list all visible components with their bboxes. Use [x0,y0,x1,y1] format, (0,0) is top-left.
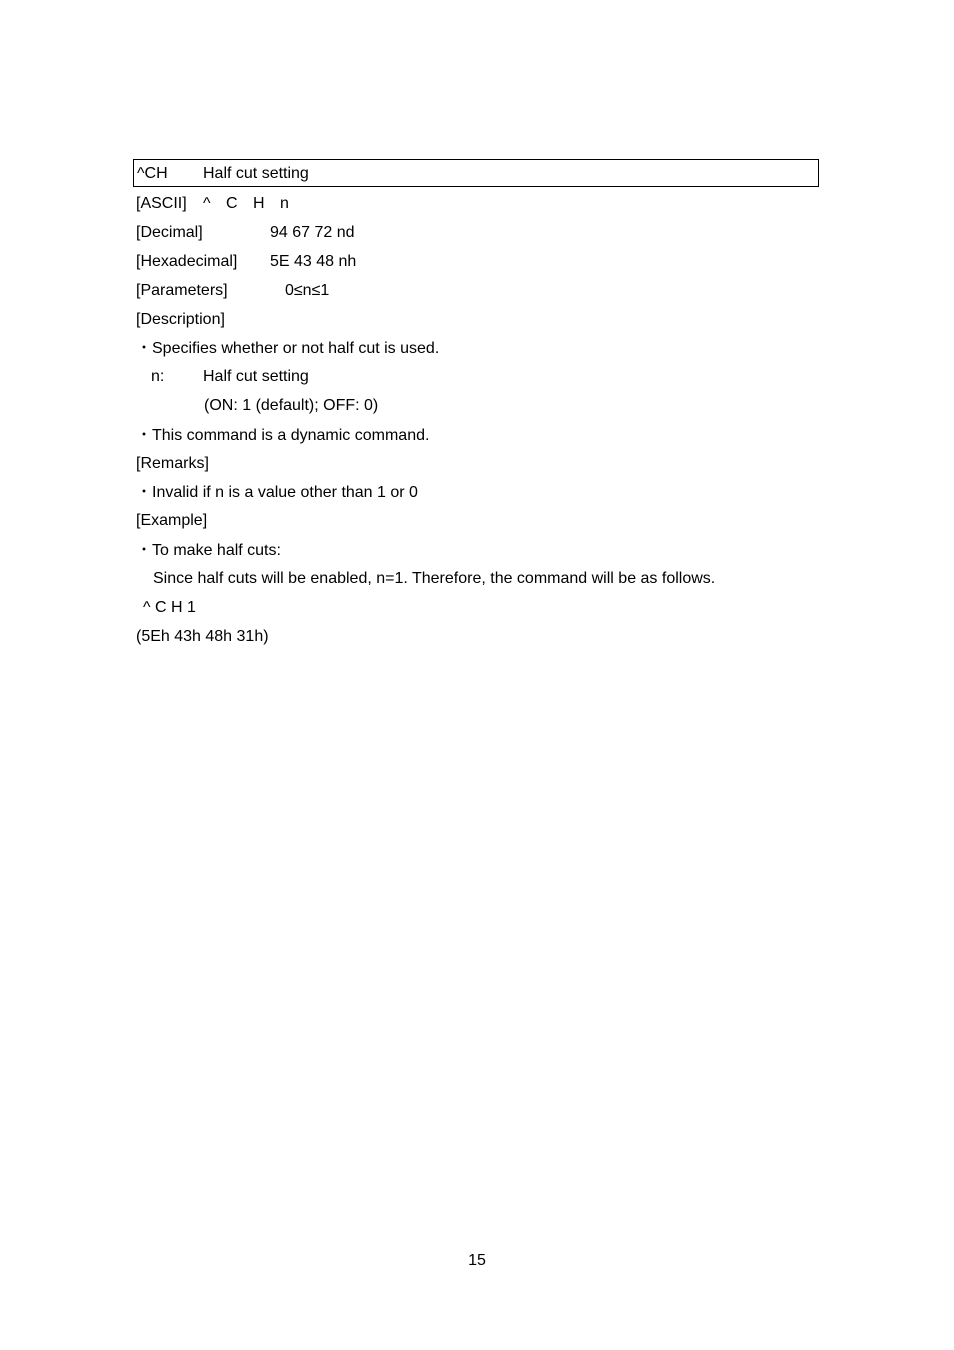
ascii-symbol-h: H [253,195,265,212]
description-bullet-1: ・Specifies whether or not half cut is used. [136,340,440,357]
description-label: [Description] [136,311,225,328]
param-name: n: [151,368,165,385]
example-command: ^ C H 1 [143,599,196,616]
hexadecimal-value: 5E 43 48 nh [270,253,357,270]
ascii-symbol-caret: ^ [203,195,211,212]
ascii-symbol-c: C [226,195,238,212]
example-label: [Example] [136,512,208,529]
remarks-label: [Remarks] [136,455,209,472]
example-hex: (5Eh 43h 48h 31h) [136,628,269,645]
hexadecimal-label: [Hexadecimal] [136,253,238,270]
command-title: Half cut setting [203,165,309,182]
decimal-label: [Decimal] [136,224,203,241]
decimal-value: 94 67 72 nd [270,224,355,241]
command-code: ^CH [137,165,168,182]
ascii-symbol-n: n [280,195,289,212]
description-bullet-2: ・This command is a dynamic command. [136,427,430,444]
page-number: 15 [468,1252,486,1269]
example-explanation: Since half cuts will be enabled, n=1. Therefore, the command will be as follows. [153,570,716,587]
param-values: (ON: 1 (default); OFF: 0) [204,397,379,414]
parameters-value: 0≤n≤1 [285,282,330,299]
remarks-bullet-1: ・Invalid if n is a value other than 1 or 0 [136,484,418,501]
command-header-box [133,159,819,187]
example-bullet-1: ・To make half cuts: [136,542,281,559]
param-description: Half cut setting [203,368,309,385]
parameters-label: [Parameters] [136,282,228,299]
ascii-label: [ASCII] [136,195,187,212]
